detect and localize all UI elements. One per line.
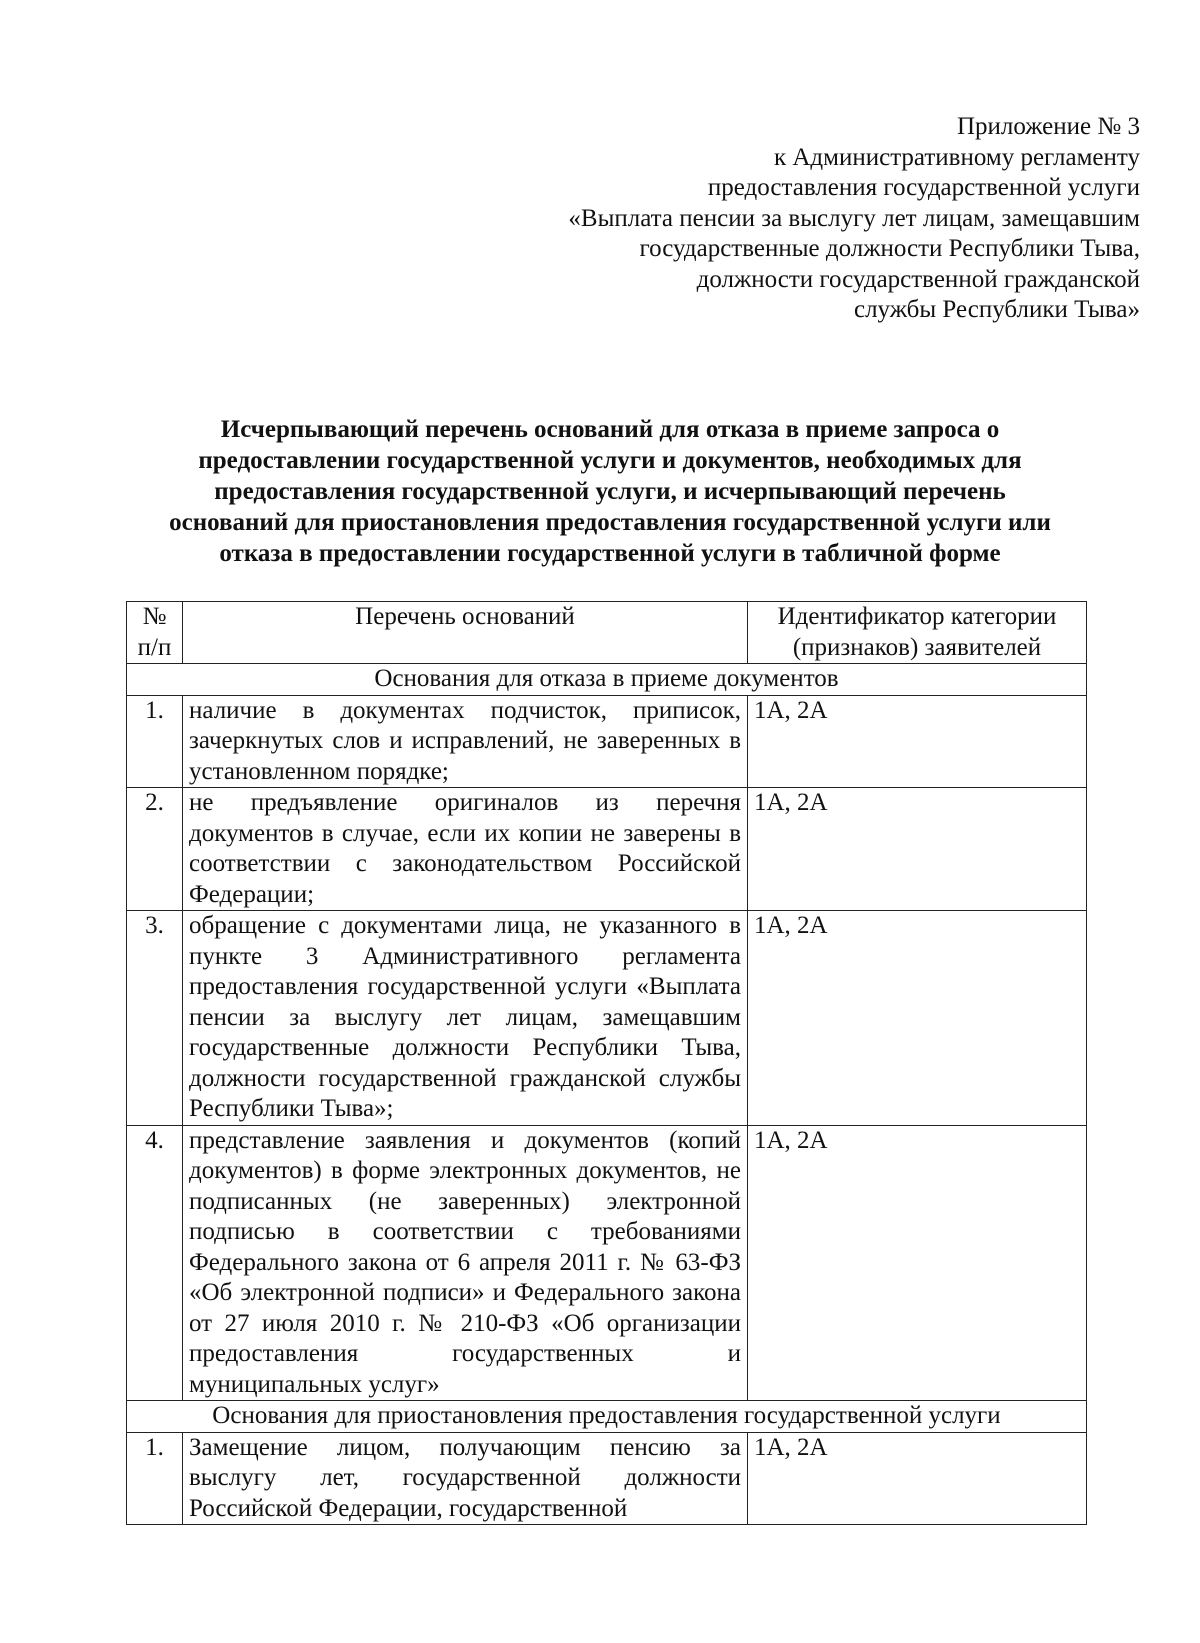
- appendix-line: службы Республики Тыва»: [853, 296, 1140, 323]
- row-reason: наличие в документах подчисток, приписок, зачеркнутых слов и исправлений, не заверенных в установленном порядке;: [183, 695, 748, 788]
- table-row: [127, 788, 1087, 911]
- table-header-row: [127, 602, 1087, 664]
- title-line: отказа в предоставлении государственной услуги в табличной форме: [219, 540, 1001, 567]
- header-number: [127, 602, 183, 664]
- section-row: [127, 664, 1087, 696]
- appendix-line: предоставления государственной услуги: [707, 174, 1140, 201]
- row-category: 1А, 2А: [748, 695, 1087, 788]
- title-line: оснований для приостановления предоставления государственной услуги или: [169, 509, 1051, 536]
- row-category: 1А, 2А: [748, 1125, 1087, 1401]
- row-number: 1.: [127, 695, 183, 788]
- section-title-refusal: Основания для отказа в приеме документов: [127, 664, 1087, 696]
- appendix-line: Приложение № 3: [956, 113, 1140, 140]
- table-row: [127, 911, 1087, 1126]
- header-reasons: Перечень оснований: [183, 602, 748, 664]
- document-title: [150, 414, 1070, 569]
- appendix-line: должности государственной гражданской: [696, 265, 1140, 293]
- appendix-line: «Выплата пенсии за выслугу лет лицам, замещавшим: [568, 204, 1140, 232]
- row-reason: не предъявление оригиналов из перечня документов в случае, если их копии не заверены в соответствии с законодательством Российской Федерации;: [183, 788, 748, 911]
- header-number-line2: п/п: [137, 633, 172, 661]
- row-number: 1.: [127, 1432, 183, 1525]
- header-category-line1: Идентификатор категории: [777, 603, 1057, 630]
- title-line: предоставлении государственной услуги и документов, необходимых для: [198, 447, 1022, 474]
- section-row: [127, 1401, 1087, 1433]
- row-number: 4.: [127, 1125, 183, 1401]
- table-row: [127, 695, 1087, 788]
- header-number-line1: №: [142, 603, 167, 630]
- row-category: 1А, 2А: [748, 1432, 1087, 1525]
- row-reason: представление заявления и документов (копий документов) в форме электронных документов, не подписанных (не заверенных) электронной подписью в соответствии с требованиями Федерального закона от 6 апреля 2011 г. № 63-ФЗ «Об электронной подписи» и Федерального закона от 27 июля 2010 г. № 210-ФЗ «Об организации предоставления государственных и муниципальных услуг»: [183, 1125, 748, 1401]
- row-number: 2.: [127, 788, 183, 911]
- row-reason: обращение с документами лица, не указанного в пункте 3 Административного регламента предоставления государственной услуги «Выплата пенсии за выслугу лет лицам, замещавшим государственные должности Республики Тыва, должности государственной гражданской службы Республики Тыва»;: [183, 911, 748, 1126]
- row-number: 3.: [127, 911, 183, 1126]
- reasons-table: [126, 601, 1087, 1525]
- table-row: [127, 1125, 1087, 1401]
- header-category: [748, 602, 1087, 664]
- section-title-suspension: Основания для приостановления предоставления государственной услуги: [127, 1401, 1087, 1433]
- row-category: 1А, 2А: [748, 788, 1087, 911]
- title-line: предоставления государственной услуги, и исчерпывающий перечень: [214, 478, 1006, 505]
- row-category: 1А, 2А: [748, 911, 1087, 1126]
- appendix-line: к Административному регламенту: [773, 143, 1140, 171]
- appendix-line: государственные должности Республики Тыва,: [639, 235, 1140, 262]
- header-category-line2: (признаков) заявителей: [792, 633, 1042, 661]
- title-line: Исчерпывающий перечень оснований для отказа в приеме запроса о: [220, 416, 1000, 443]
- row-reason: Замещение лицом, получающим пенсию за выслугу лет, государственной должности Российской Федерации, государственной: [183, 1432, 748, 1525]
- table-row: [127, 1432, 1087, 1525]
- appendix-header: [420, 112, 1140, 326]
